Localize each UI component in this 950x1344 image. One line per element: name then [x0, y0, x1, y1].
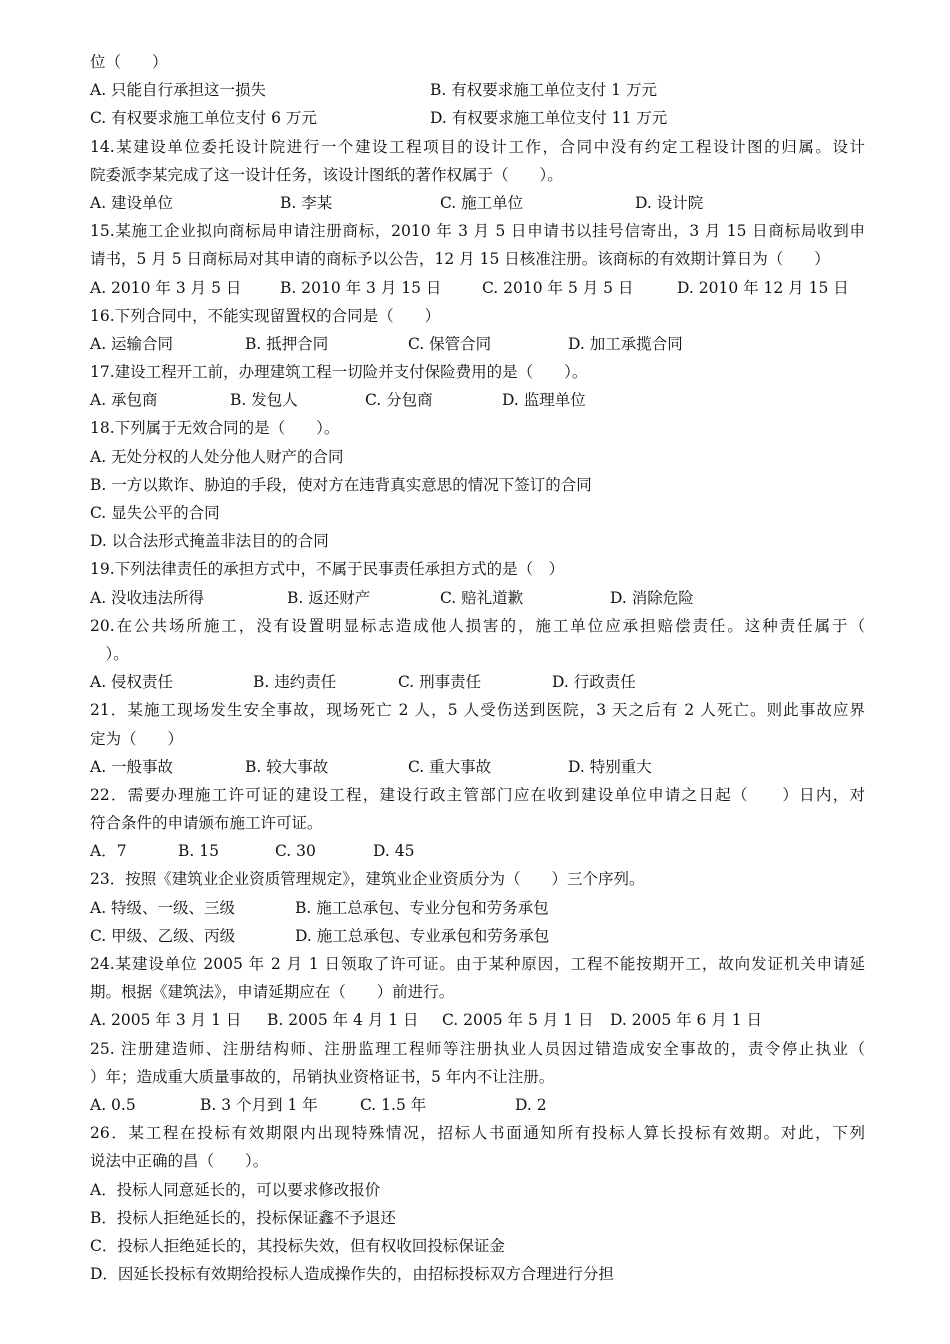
answer-option: D. 加工承揽合同: [568, 334, 683, 353]
answer-option: B. 发包人: [230, 391, 298, 410]
question-line: [90, 217, 865, 245]
answer-option: D. 行政责任: [552, 673, 636, 692]
exam-page: [90, 48, 865, 1288]
answer-option: B. 15: [178, 842, 219, 861]
text-line: 定为（ ）: [90, 729, 184, 748]
options-row: [90, 584, 865, 612]
text-line: A. 无处分权的人处分他人财产的合同: [90, 447, 344, 466]
answer-option: B. 2005 年 4 月 1 日: [267, 1011, 419, 1030]
answer-option: C. 分包商: [365, 391, 433, 410]
answer-option: A. 只能自行承担这一损失: [90, 81, 267, 100]
question-text: 20.在公共场所施工，没有设置明显标志造成他人损害的，施工单位应承担赔偿责任。这种责任属于（: [90, 616, 865, 635]
text-line: 位（ ）: [90, 53, 168, 71]
options-row: [90, 1006, 865, 1034]
answer-option: C. 重大事故: [408, 757, 492, 776]
question-line: [90, 133, 865, 161]
options-row: [90, 753, 865, 781]
options-row: [90, 894, 865, 922]
text-line: 说法中正确的昌（ ）。: [90, 1152, 269, 1171]
text-line: 19.下列法律责任的承担方式中，不属于民事责任承担方式的是（ ）: [90, 560, 565, 579]
question-text: 24.某建设单位 2005 年 2 月 1 日领取了许可证。由于某种原因，工程不能按期开工，故向发证机关申请延: [90, 955, 865, 973]
text-line: 16.下列合同中，不能实现留置权的合同是（ ）: [90, 306, 441, 325]
answer-option: D. 消除危险: [610, 588, 694, 607]
text-line: D．因延长投标有效期给投标人造成操作失的，由招标投标双方合理进行分担: [90, 1265, 614, 1284]
options-row: [90, 330, 865, 358]
answer-option: C. 2010 年 5 月 5 日: [482, 278, 634, 297]
text-line: 18.下列属于无效合同的是（ ）。: [90, 419, 340, 438]
text-line: B. 一方以欺诈、胁迫的手段，使对方在违背真实意思的情况下签订的合同: [90, 475, 592, 494]
answer-option: A. 2005 年 3 月 1 日: [90, 1011, 242, 1030]
question-text: 25. 注册建造师、注册结构师、注册监理工程师等注册执业人员因过错造成安全事故的，责令停止执业（: [90, 1039, 865, 1058]
answer-option: C. 保管合同: [408, 334, 492, 353]
answer-option: A. 特级、一级、三级: [90, 898, 236, 917]
answer-option: B. 有权要求施工单位支付 1 万元: [430, 81, 657, 100]
answer-option: C. 2005 年 5 月 1 日: [442, 1011, 594, 1030]
text-line: 请书，5 月 5 日商标局对其申请的商标予以公告，12 月 15 日核准注册。该商标的有效期计算日为（ ）: [90, 250, 830, 269]
text-line: ）。: [90, 644, 129, 663]
text-line: ）年；造成重大质量事故的，吊销执业资格证书，5 年内不让注册。: [90, 1067, 555, 1086]
answer-option: A．7: [90, 842, 127, 861]
answer-option: D. 施工总承包、专业承包和劳务承包: [295, 926, 550, 945]
answer-option: D. 2005 年 6 月 1 日: [610, 1011, 763, 1030]
question-line: [90, 1119, 865, 1147]
answer-option: A. 侵权责任: [90, 673, 174, 692]
options-row: [90, 922, 865, 950]
text-line: 院委派李某完成了这一设计任务，该设计图纸的著作权属于（ ）。: [90, 165, 563, 184]
question-text: 15.某施工企业拟向商标局申请注册商标，2010 年 3 月 5 日申请书以挂号信寄出，3 月 15 日商标局收到申: [90, 222, 865, 241]
answer-option: A. 一般事故: [90, 757, 174, 776]
text-line: C. 显失公平的合同: [90, 504, 220, 522]
options-row: [90, 1091, 865, 1119]
answer-option: A. 0.5: [90, 1095, 136, 1114]
answer-option: C. 施工单位: [440, 193, 524, 212]
answer-option: B. 李某: [280, 193, 333, 212]
text-line: B．投标人拒绝延长的，投标保证鑫不予退还: [90, 1208, 396, 1227]
answer-option: A. 2010 年 3 月 5 日: [90, 278, 242, 297]
options-row: [90, 668, 865, 696]
options-row: [90, 104, 865, 132]
question-line: [90, 950, 865, 978]
text-line: 23．按照《建筑业企业资质管理规定》，建筑业企业资质分为（ ）三个序列。: [90, 870, 645, 889]
question-text: 22．需要办理施工许可证的建设工程，建设行政主管部门应在收到建设单位申请之日起（ ）日内，对: [90, 785, 865, 804]
question-line: [90, 696, 865, 724]
text-line: 17.建设工程开工前，办理建筑工程一切险并支付保险费用的是（ ）。: [90, 363, 588, 382]
answer-option: A. 运输合同: [90, 334, 174, 353]
answer-option: B. 施工总承包、专业分包和劳务承包: [295, 898, 549, 917]
answer-option: B. 违约责任: [253, 673, 337, 692]
text-line: 符合条件的申请颁布施工许可证。: [90, 814, 323, 833]
answer-option: C. 有权要求施工单位支付 6 万元: [90, 109, 317, 128]
options-row: [90, 386, 865, 414]
answer-option: C. 刑事责任: [398, 673, 482, 692]
options-row: [90, 189, 865, 217]
answer-option: B. 3 个月到 1 年: [200, 1095, 318, 1114]
answer-option: D. 45: [373, 842, 415, 861]
answer-option: A. 承包商: [90, 391, 158, 410]
answer-option: C. 赔礼道歉: [440, 588, 524, 607]
answer-option: C. 甲级、乙级、丙级: [90, 926, 236, 945]
answer-option: B. 返还财产: [287, 588, 371, 607]
text-line: D. 以合法形式掩盖非法目的的合同: [90, 532, 329, 551]
answer-option: A. 建设单位: [90, 193, 174, 212]
question-line: [90, 612, 865, 640]
answer-option: B. 2010 年 3 月 15 日: [280, 278, 442, 297]
options-row: [90, 274, 865, 302]
question-line: [90, 1035, 865, 1063]
text-line: 期。根据《建筑法》，申请延期应在（ ）前进行。: [90, 983, 455, 1002]
question-line: [90, 781, 865, 809]
question-text: 26．某工程在投标有效期限内出现特殊情况，招标人书面通知所有投标人算长投标有效期。对此，下列: [90, 1124, 865, 1143]
text-line: C．投标人拒绝延长的，其投标失效，但有权收回投标保证金: [90, 1236, 505, 1255]
options-row: [90, 837, 865, 865]
answer-option: D. 2010 年 12 月 15 日: [677, 278, 849, 297]
answer-option: B. 抵押合同: [245, 334, 329, 353]
answer-option: D. 特别重大: [568, 757, 652, 776]
answer-option: D. 设计院: [635, 193, 704, 212]
text-line: A．投标人同意延长的，可以要求修改报价: [90, 1180, 381, 1199]
answer-option: D. 监理单位: [502, 391, 586, 410]
question-text: 14.某建设单位委托设计院进行一个建设工程项目的设计工作，合同中没有约定工程设计图的归属。设计: [90, 137, 865, 156]
answer-option: D. 2: [515, 1095, 547, 1114]
answer-option: D. 有权要求施工单位支付 11 万元: [430, 109, 668, 128]
options-row: [90, 76, 865, 104]
answer-option: A. 没收违法所得: [90, 588, 205, 607]
answer-option: C. 1.5 年: [360, 1095, 427, 1114]
question-text: 21．某施工现场发生安全事故，现场死亡 2 人，5 人受伤送到医院，3 天之后有 2 人死亡。则此事故应界: [90, 701, 865, 720]
answer-option: C. 30: [275, 842, 316, 861]
answer-option: B. 较大事故: [245, 757, 329, 776]
